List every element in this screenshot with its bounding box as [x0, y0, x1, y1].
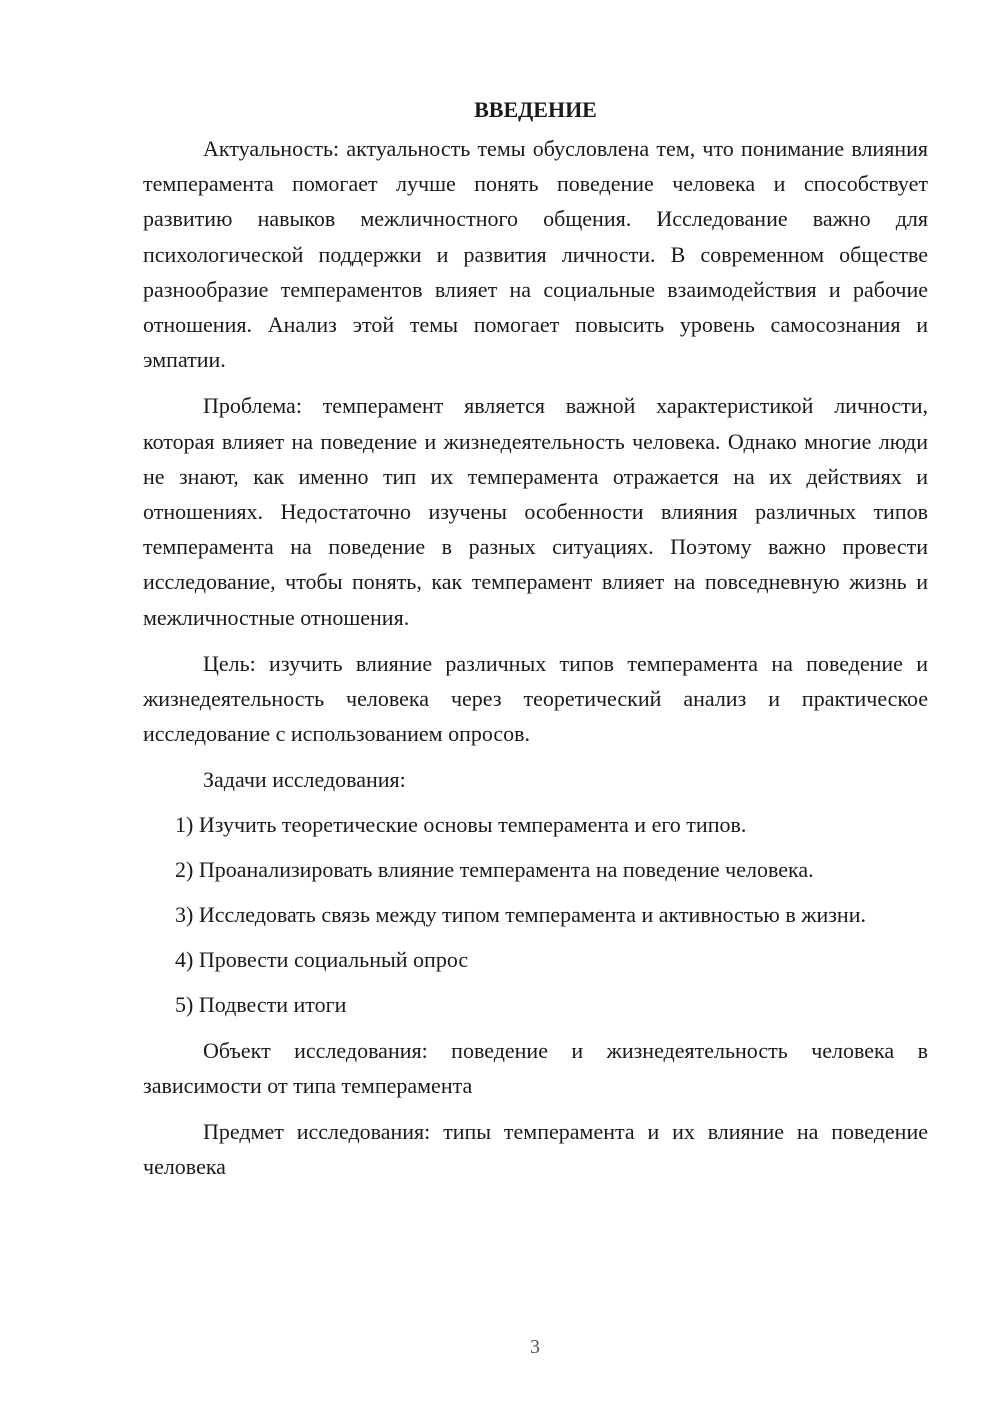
tasks-list	[143, 807, 928, 1023]
list-item: 3) Исследовать связь между типом темперамента и активностью в жизни.	[175, 902, 866, 928]
list-item: 1) Изучить теоретические основы темперамента и его типов.	[175, 811, 747, 837]
list-item: 4) Провести социальный опрос	[175, 947, 469, 973]
paragraph-subject: Предмет исследования: типы темперамента и их влияние на поведение человека	[143, 1119, 928, 1180]
document-page	[143, 92, 928, 1195]
section-heading: ВВЕДЕНИЕ	[474, 97, 597, 122]
page-number: 3	[530, 1336, 540, 1358]
paragraph-relevance: Актуальность: актуальность темы обусловлена тем, что понимание влияния темперамента помогает лучше понять поведение человека и способствует развитию навыков межличностного общения. Исследование важно для психологической поддержки и развития личности. В современном обществе разнообразие темпераментов влияет на социальные взаимодействия и рабочие отношения. Анализ этой темы помогает повысить уровень самосознания и эмпатии.	[143, 136, 928, 373]
paragraph-tasks-intro: Задачи исследования:	[203, 767, 406, 793]
paragraph-goal: Цель: изучить влияние различных типов темперамента на поведение и жизнедеятельность человека через теоретический анализ и практическое исследование с использованием опросов.	[143, 650, 928, 747]
list-item: 5) Подвести итоги	[175, 992, 347, 1018]
paragraph-object: Объект исследования: поведение и жизнедеятельность человека в зависимости от типа темперамента	[143, 1037, 928, 1098]
list-item: 2) Проанализировать влияние темперамента на поведение человека.	[175, 856, 814, 882]
paragraph-problem: Проблема: темперамент является важной характеристикой личности, которая влияет на поведение и жизнедеятельность человека. Однако многие люди не знают, как именно тип их темперамента отражается на их действиях и отношениях. Недостаточно изучены особенности влияния различных типов темперамента на поведение в разных ситуациях. Поэтому важно провести исследование, чтобы понять, как темперамент влияет на повседневную жизнь и межличностные отношения.	[143, 393, 928, 630]
